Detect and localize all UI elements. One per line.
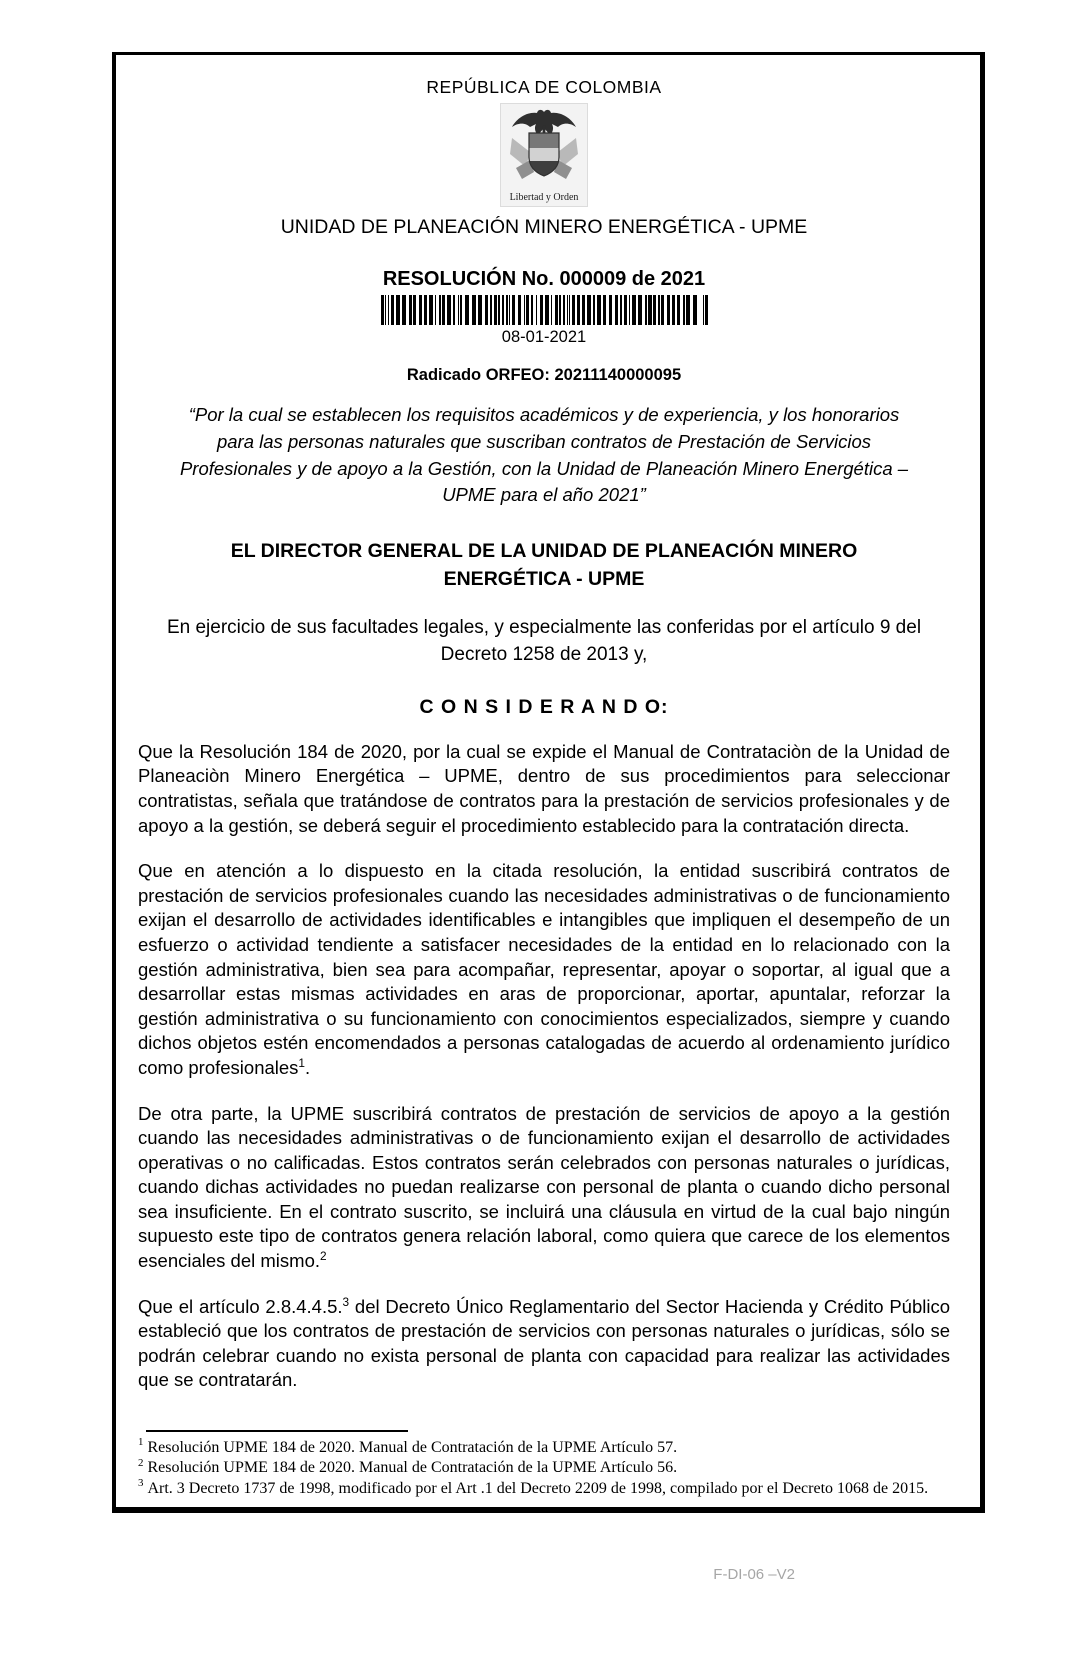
paragraph-text: Que la Resolución 184 de 2020, por la cual se expide el Manual de Contrataciòn de la Unidad de Planeaciòn Minero Energética – UPME, dentro de sus procedimientos para seleccionar contratistas, señala que tratándose de contratos para la prestación de servicios profesionales y de apoyo a la gestión, se deberá seguir el procedimiento establecido para la contratación directa. [138, 740, 950, 836]
considerando-paragraph-3 [138, 1102, 950, 1274]
footnote-number: 3 [138, 1477, 144, 1490]
footnote-number: 2 [138, 1456, 144, 1469]
legal-basis: En ejercicio de sus facultades legales, y especialmente las conferidas por el artículo 9 del Decreto 1258 de 2013 y, [166, 616, 922, 665]
footnote-ref-3: 3 [342, 1294, 350, 1309]
footnote-separator [146, 1430, 408, 1432]
considerando-paragraph-4 [138, 1295, 950, 1393]
colombia-coat-of-arms [500, 103, 588, 212]
considerando-paragraph-1 [138, 740, 950, 838]
paragraph-text: del Decreto Único Reglamentario del Sector Hacienda y Crédito Público estableció que los contratos de prestación de servicios con personas naturales o jurídicas, sólo se podrán celebrar cuando no exista personal de planta con capacidad para realizar las actividades que se contratarán. [138, 1295, 950, 1391]
footnote-text: Resolución UPME 184 de 2020. Manual de Contratación de la UPME Artículo 56. [147, 1459, 678, 1477]
director-heading: EL DIRECTOR GENERAL DE LA UNIDAD DE PLANEACIÓN MINERO ENERGÉTICA - UPME [230, 540, 858, 590]
footnote-number: 1 [138, 1436, 144, 1449]
footnote-ref-2: 2 [320, 1248, 327, 1263]
paragraph-text: Que el artículo 2.8.4.4.5. [138, 1295, 343, 1317]
date-label: 08-01-2021 [501, 328, 587, 346]
footnote-text: Art. 3 Decreto 1737 de 1998, modificado por el Art .1 del Decreto 2209 de 1998, compilado por el Decreto 1068 de 2015. [147, 1479, 929, 1497]
barcode [381, 295, 708, 325]
footnote-text: Resolución UPME 184 de 2020. Manual de Contratación de la UPME Artículo 57. [147, 1438, 678, 1456]
republic-title: REPÚBLICA DE COLOMBIA [426, 77, 662, 97]
footnote-ref-1: 1 [298, 1055, 306, 1070]
radicado-label: Radicado ORFEO: 20211140000095 [406, 366, 682, 384]
footnote-item-1 [138, 1438, 950, 1458]
footnote-item-3 [138, 1479, 950, 1499]
coat-motto-text: Libertad y Orden [509, 192, 579, 203]
paragraph-text: Que en atención a lo dispuesto en la citada resolución, la entidad suscribirá contratos de prestación de servicios profesionales cuando las necesidades administrativas o de funcionamiento exijan el desarrollo de actividades identificables e intangibles que impliquen el desempeño de un esfuerzo o actividad tendiente a satisfacer necesidades de la entidad en lo relacionado con la gestión administrativa, bien sea para acompañar, representar, apoyar o soportar, al igual que a desarrollar estas mismas actividades en aras de proporcionar, aportar, apuntalar, reforzar la gestión administrativa o su funcionamiento con conocimientos especializados, siempre y cuando dichos objetos estén encomendados a personas catalogadas de acuerdo al ordenamiento jurídico como profesionales [138, 860, 950, 1078]
considerando-paragraph-2 [138, 859, 950, 1080]
resolution-title: RESOLUCIÓN No. 000009 de 2021 [382, 268, 706, 290]
paragraph-text: De otra parte, la UPME suscribirá contratos de prestación de servicios de apoyo a la gestión cuando las necesidades administrativas o de funcionamiento exijan el desarrollo de actividades operativas o no calificadas. Estos contratos serán celebrados con personas naturales o jurídicas, cuando dichas actividades no puedan realizarse con personal de planta o cuando dicho personal sea insuficiente. En el contrato suscrito, se incluirá una cláusula en virtud de la cual bajo ningún supuesto este tipo de contratos genera relación laboral, como quiera que carece de los elementos esenciales del mismo. [138, 1102, 950, 1272]
footnote-item-2 [138, 1458, 950, 1478]
form-code-label: F-DI-06 –V2 [713, 1566, 795, 1583]
footnotes-section [138, 1430, 950, 1499]
considerando-heading: C O N S I D E R A N D O: [419, 695, 669, 718]
subject-quote: “Por la cual se establecen los requisitos académicos y de experiencia, y los honorarios para las personas naturales que suscriban contratos de Prestación de Servicios Profesionales y de apoyo a la Gestión, con la Unidad de Planeación Minero Energética – UPME para el año 2021” [179, 404, 909, 506]
paragraph-text: . [305, 1056, 311, 1078]
coat-of-arms-graphic [500, 103, 588, 207]
entity-title: UNIDAD DE PLANEACIÓN MINERO ENERGÉTICA - UPME [280, 216, 808, 238]
document-border-frame [112, 52, 985, 1513]
